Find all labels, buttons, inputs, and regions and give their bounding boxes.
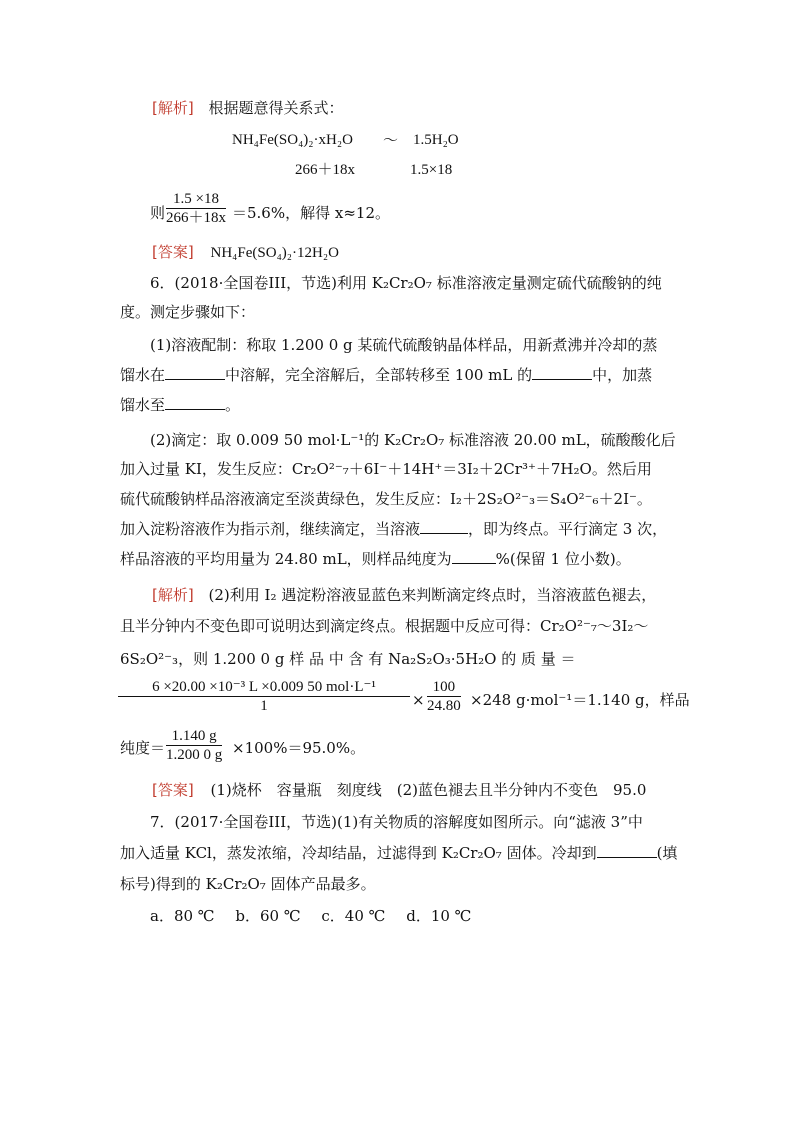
text-span: 馏水在 xyxy=(120,366,166,384)
explain-1-heading xyxy=(152,98,344,118)
q6-line-1: 6．(2018·全国卷III，节选)利用 K₂Cr₂O₇ 标准溶液定量测定硫代硫酸钠的纯 xyxy=(150,274,662,292)
ratio-result: ＝5.6%，解得 x≈12。 xyxy=(232,204,390,222)
q6-part2-line-4 xyxy=(120,519,667,539)
then-label: 则 xyxy=(150,204,166,222)
text-span: 馏水至 xyxy=(120,396,166,414)
text-span: 。 xyxy=(225,396,241,414)
mass-result: ×248 g·mol⁻¹＝1.140 g，样品 xyxy=(470,691,690,709)
q6-part2-line-1: (2)滴定：取 0.009 50 mol·L⁻¹的 K₂Cr₂O₇ 标准溶液 20.00 mL，硫酸酸化后 xyxy=(150,431,676,449)
q6-part1-line-2 xyxy=(120,365,652,385)
q6-part2-line-2: 加入过量 KI，发生反应：Cr₂O²⁻₇＋6I⁻＋14H⁺＝3I₂＋2Cr³⁺＋7H₂O。然后用 xyxy=(120,460,652,478)
text-span: ，即为终点。平行滴定 3 次， xyxy=(468,520,668,538)
text-span: (2)利用 I₂ 遇淀粉溶液显蓝色来判断滴定终点时，当溶液蓝色褪去， xyxy=(208,586,657,604)
purity-denominator: 1.200 0 g xyxy=(166,747,223,763)
ratio-fraction-2 xyxy=(427,678,461,715)
ratio-denominator: 24.80 xyxy=(427,698,461,714)
blank-underline xyxy=(532,365,592,380)
explain-2-line-3: 6S₂O²⁻₃，则 1.200 0 g 样 品 中 含 有 Na₂S₂O₃·5H₂O 的 质 量 ＝ xyxy=(120,650,576,668)
mass-denominator: 1 xyxy=(260,698,268,714)
text-span: 加入淀粉溶液作为指示剂，继续滴定，当溶液 xyxy=(120,520,421,538)
q7-line-2 xyxy=(120,843,677,863)
blank-underline xyxy=(165,395,225,410)
text-span: 加入适量 KCl，蒸发浓缩，冷却结晶，过滤得到 K₂Cr₂O₇ 固体。冷却到 xyxy=(120,844,597,862)
answer-tag: [答案] xyxy=(152,243,194,261)
times-sign: × xyxy=(412,691,425,709)
explain-2-line-1 xyxy=(152,585,656,605)
purity-label: 纯度＝ xyxy=(120,739,166,757)
q7-line-1: 7．(2017·全国卷III，节选)(1)有关物质的溶解度如图所示。向“滤液 3”中 xyxy=(150,813,643,831)
relation-right-value: 1.5×18 xyxy=(410,162,453,178)
ratio-denominator: 266＋18x xyxy=(166,210,227,226)
relation-right: 1.5H₂O xyxy=(413,132,459,148)
option-b: b．60 ℃ xyxy=(235,907,301,925)
answer-2 xyxy=(152,780,646,800)
text-span: %(保留 1 位小数)。 xyxy=(495,550,631,568)
ratio-numerator: 100 xyxy=(432,679,456,695)
answer-tag: [答案] xyxy=(152,781,194,799)
mass-fraction xyxy=(118,678,410,715)
q6-part1-line-1: (1)溶液配制：称取 1.200 0 g 某硫代硫酸钠晶体样品，用新煮沸并冷却的蒸 xyxy=(150,336,658,354)
answer-1 xyxy=(152,242,339,263)
q7-options xyxy=(150,906,471,926)
q6-part2-line-3: 硫代硫酸钠样品溶液滴定至淡黄绿色，发生反应：I₂＋2S₂O²⁻₃＝S₄O²⁻₆＋2I⁻。 xyxy=(120,490,652,508)
option-a: a．80 ℃ xyxy=(150,907,215,925)
answer-text: NH₄Fe(SO₄)₂·12H₂O xyxy=(210,245,339,261)
answer-text: (1)烧杯 容量瓶 刻度线 (2)蓝色褪去且半分钟内不变色 95.0 xyxy=(210,781,647,799)
option-d: d．10 ℃ xyxy=(406,907,472,925)
relation-left-value: 266＋18x xyxy=(295,162,356,178)
text-span: 中，加蒸 xyxy=(592,366,653,384)
blank-underline xyxy=(420,519,468,534)
explain-tag: [解析] xyxy=(152,586,194,604)
explain-2-line-2: 且半分钟内不变色即可说明达到滴定终点。根据题中反应可得：Cr₂O²⁻₇～3I₂～ xyxy=(120,617,649,635)
purity-result: ×100%＝95.0%。 xyxy=(232,739,366,757)
text-span: (填 xyxy=(656,844,678,862)
relation-left: NH₄Fe(SO₄)₂·xH₂O xyxy=(232,132,353,148)
q7-line-3: 标号)得到的 K₂Cr₂O₇ 固体产品最多。 xyxy=(120,875,376,893)
text-span: 样品溶液的平均用量为 24.80 mL，则样品纯度为 xyxy=(120,550,452,568)
purity-fraction xyxy=(166,727,222,764)
mass-numerator: 6 ×20.00 ×10⁻³ L ×0.009 50 mol·L⁻¹ xyxy=(152,679,376,695)
relation-tilde: ～ xyxy=(383,131,399,149)
ratio-numerator: 1.5 ×18 xyxy=(173,191,219,207)
ratio-fraction xyxy=(166,190,226,227)
text-span: 中溶解，完全溶解后，全部转移至 100 mL 的 xyxy=(225,366,533,384)
blank-underline xyxy=(165,365,225,380)
explain-text: 根据题意得关系式： xyxy=(208,99,344,117)
option-c: c．40 ℃ xyxy=(321,907,386,925)
q6-part2-line-5 xyxy=(120,549,631,569)
blank-underline xyxy=(597,843,657,858)
explain-tag: [解析] xyxy=(152,99,194,117)
blank-underline xyxy=(452,549,496,564)
q6-part1-line-3 xyxy=(120,395,240,415)
purity-numerator: 1.140 g xyxy=(171,728,217,744)
q6-line-2: 度。测定步骤如下： xyxy=(120,303,256,321)
